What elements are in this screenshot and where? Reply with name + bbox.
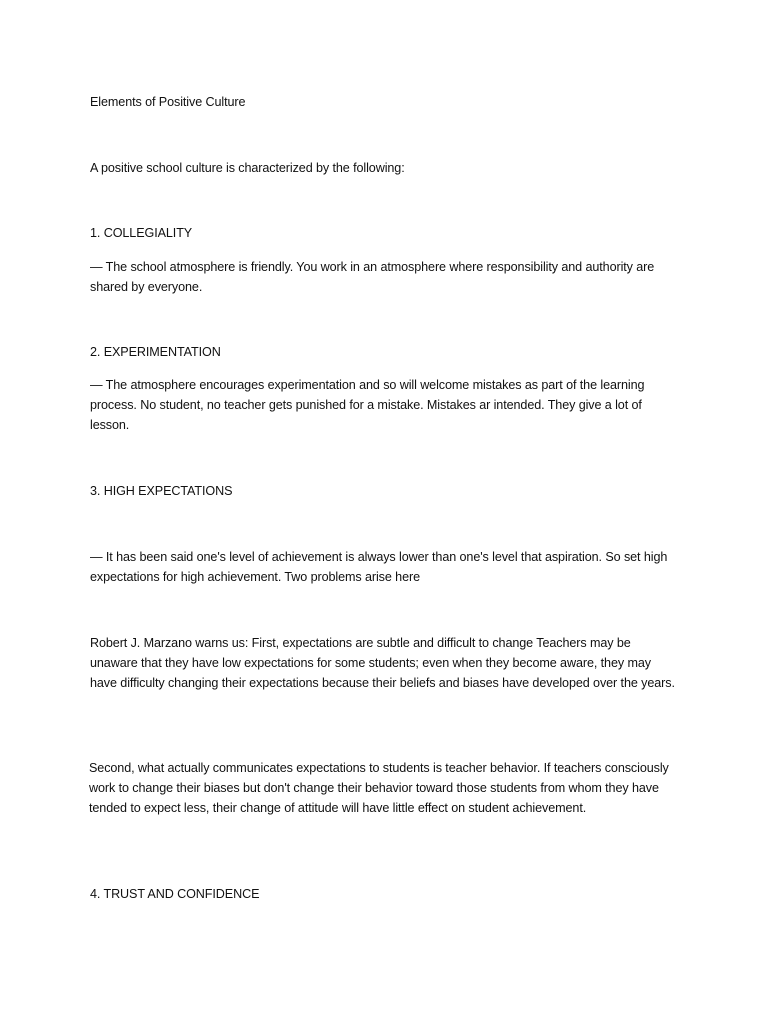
section-paragraph-high-expectations-3: Second, what actually communicates expectations to students is teacher behavior. If teachers consciously work to change their biases but don't change their behavior toward those students from whom they have tended to expect less, their change of attitude will have little effect on student achievement.: [89, 761, 669, 815]
section-heading-experimentation: 2. EXPERIMENTATION: [90, 345, 221, 359]
section-paragraph-collegiality: — The school atmosphere is friendly. You work in an atmosphere where responsibility and authority are shared by everyone.: [90, 260, 655, 294]
intro-text: A positive school culture is characterized by the following:: [90, 161, 405, 175]
section-paragraph-high-expectations-2: Robert J. Marzano warns us: First, expectations are subtle and difficult to change Teachers may be unaware that they have low expectations for some students; even when they become aware, they may have difficulty changing their expectations because their beliefs and biases have developed over the years.: [90, 636, 675, 690]
section-heading-trust-confidence: 4. TRUST AND CONFIDENCE: [90, 887, 260, 901]
section-heading-collegiality: 1. COLLEGIALITY: [90, 226, 193, 240]
document-title: Elements of Positive Culture: [90, 95, 246, 109]
section-paragraph-experimentation: — The atmosphere encourages experimentation and so will welcome mistakes as part of the learning process. No student, no teacher gets punished for a mistake. Mistakes ar intended. They give a lot of lesson.: [90, 378, 645, 432]
section-heading-high-expectations: 3. HIGH EXPECTATIONS: [90, 484, 233, 498]
section-paragraph-high-expectations-1: — It has been said one's level of achievement is always lower than one's level that aspiration. So set high expectations for high achievement. Two problems arise here: [90, 550, 668, 584]
